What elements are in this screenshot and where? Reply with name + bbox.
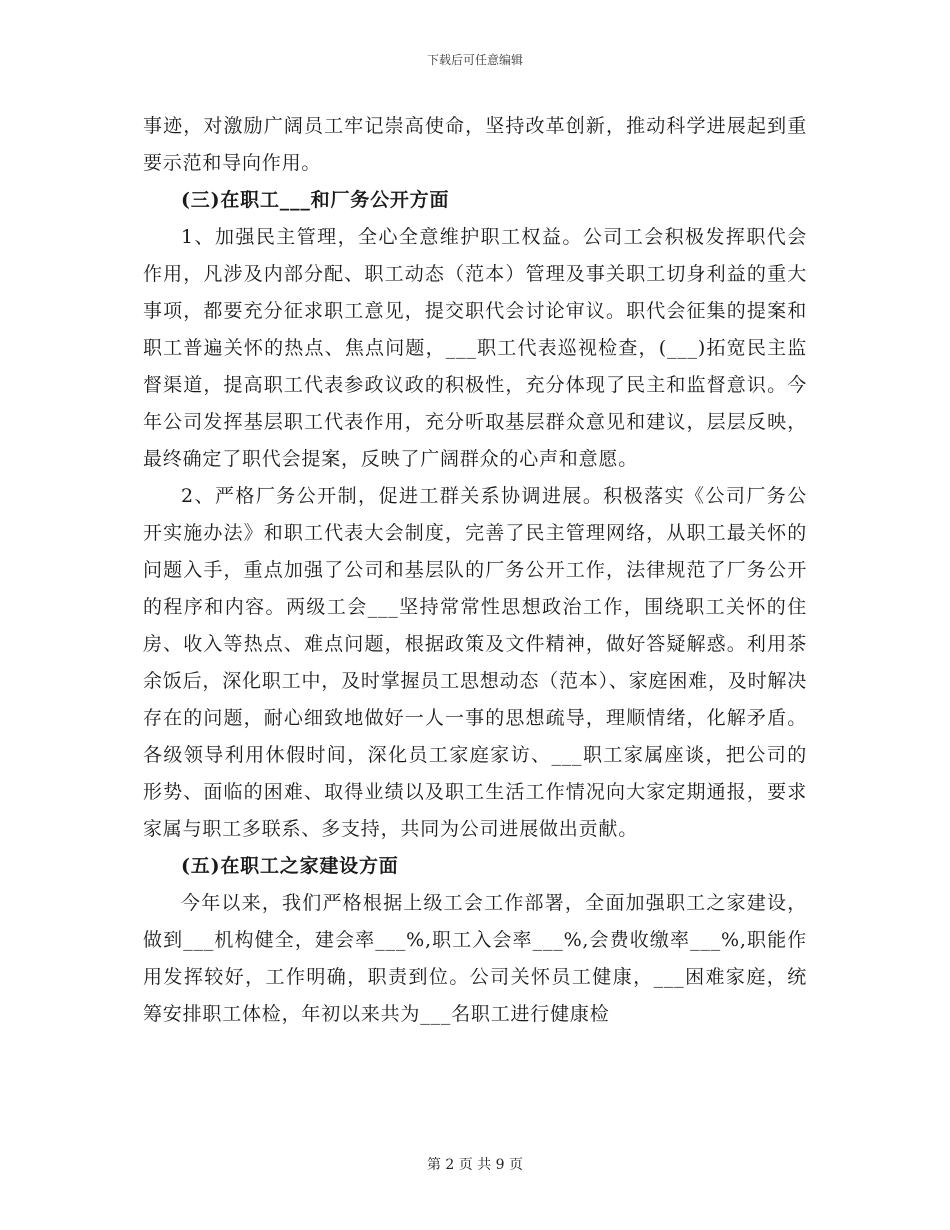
document-body (143, 108, 807, 1033)
paragraph-factory-affairs: 2、严格厂务公开制，促进工群关系协调进展。积极落实《公司厂务公开实施办法》和职工代表大会制度，完善了民主管理网络，从职工最关怀的问题入手，重点加强了公司和基层队的厂务公开工作，法律规范了厂务公开的程序和内容。两级工会___坚持常常性思想政治工作，围绕职工关怀的住房、收入等热点、难点问题，根据政策及文件精神，做好答疑解惑。利用茶余饭后，深化职工中，及时掌握员工思想动态（范本）、家庭困难，及时解决存在的问题，耐心细致地做好一人一事的思想疏导，理顺情绪，化解矛盾。各级领导利用休假时间，深化员工家庭家访、___职工家属座谈，把公司的形势、面临的困难、取得业绩以及职工生活工作情况向大家定期通报，要求家属与职工多联系、多支持，共同为公司进展做出贡献。 (143, 485, 807, 840)
page-header: 下载后可任意编辑 (426, 53, 523, 67)
paragraph-continuation: 事迹，对激励广阔员工牢记崇高使命，坚持改革创新，推动科学进展起到重要示范和导向作用。 (143, 115, 807, 174)
paragraph-workers-home: 今年以来，我们严格根据上级工会工作部署，全面加强职工之家建设，做到___机构健全，建会率___%,职工入会率___%,会费收缴率___%,职能作用发挥较好，工作明确，职责到位。公司关怀员工健康，___困难家庭，统筹安排职工体检，年初以来共为___名职工进行健康检 (143, 892, 807, 1025)
section-heading-5: (五)在职工之家建设方面 (181, 855, 399, 877)
section-heading-3: (三)在职工___和厂务公开方面 (181, 189, 450, 211)
page-footer: 第 2 页 共 9 页 (426, 1157, 524, 1173)
paragraph-democratic-management: 1、加强民主管理，全心全意维护职工权益。公司工会积极发挥职代会作用，凡涉及内部分配、职工动态（范本）管理及事关职工切身利益的重大事项，都要充分征求职工意见，提交职代会讨论审议。职代会征集的提案和职工普遍关怀的热点、焦点问题，___职工代表巡视检查，(___)拓宽民主监督渠道，提高职工代表参政议政的积极性，充分体现了民主和监督意识。今年公司发挥基层职工代表作用，充分听取基层群众意见和建议，层层反映，最终确定了职代会提案，反映了广阔群众的心声和意愿。 (143, 226, 807, 470)
